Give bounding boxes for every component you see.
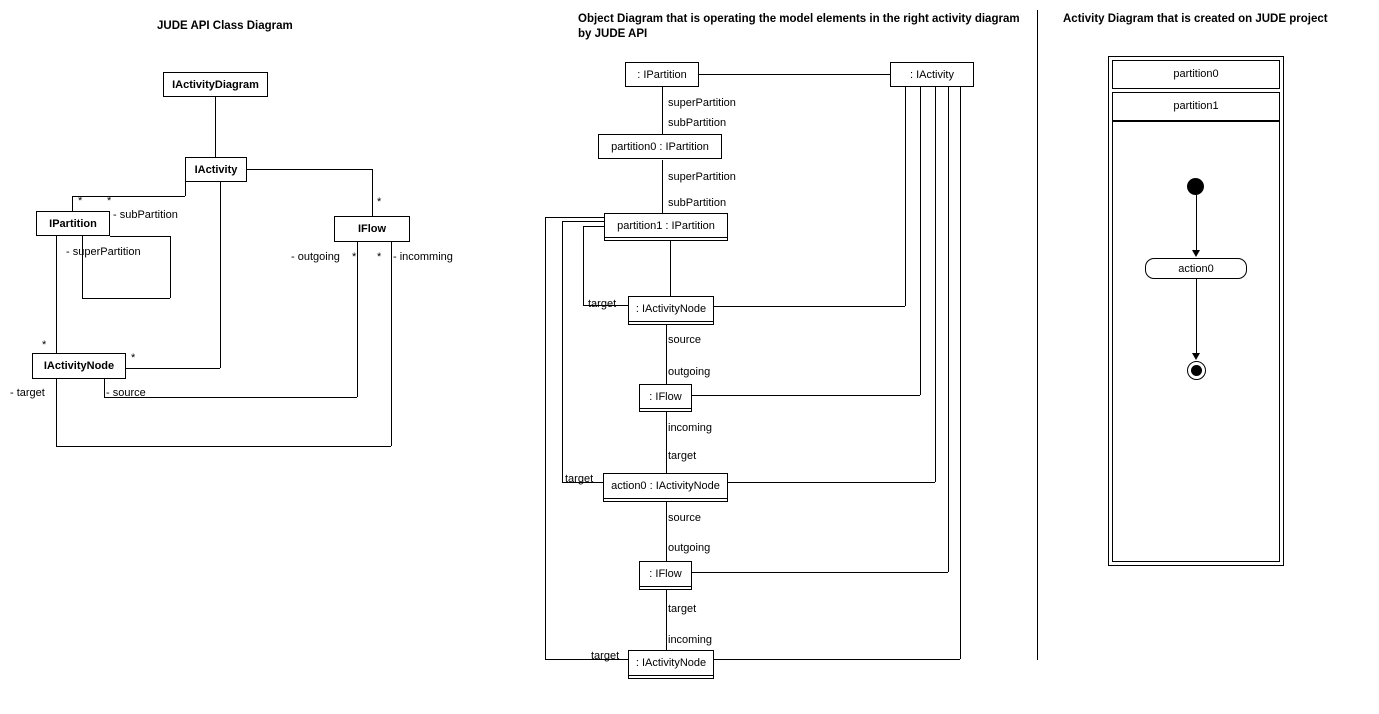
obj-link-p1-target2-v	[562, 221, 563, 482]
class-link-flow-source-stub	[104, 379, 105, 397]
obj-link-action0-flow2	[666, 499, 667, 561]
object-label-target-2: target	[668, 450, 697, 462]
activity-flow-initial-action	[1196, 195, 1197, 250]
obj-link-partition1-node1	[670, 238, 671, 297]
object-box-iflow-1: : IFlow	[639, 384, 692, 409]
class-link-activity-iflow-h	[247, 169, 372, 170]
class-link-activity-node-h	[126, 368, 220, 369]
class-box-iactivity: IActivity	[185, 157, 247, 182]
activity-partition1-label: partition1	[1173, 100, 1219, 112]
object-label-source-2: source	[668, 512, 702, 524]
class-selfassoc-v2	[170, 236, 171, 298]
class-label-source: - source	[106, 387, 146, 399]
object-label-outgoing-1: outgoing	[668, 366, 711, 378]
object-diagram-title: Object Diagram that is operating the model elements in the right activity diagram by JUDE API	[578, 13, 1020, 40]
activity-partition1-band	[1112, 92, 1280, 121]
obj-link-flow2-node2	[666, 587, 667, 650]
object-box-partition1: partition1 : IPartition	[604, 213, 728, 238]
obj-link-ipartition-partition0	[662, 87, 663, 134]
object-label-outgoing-2: outgoing	[668, 542, 711, 554]
object-box-iactivity: : IActivity	[890, 62, 974, 87]
object-label-source-1: source	[668, 334, 702, 346]
object-label-superpartition-2: superPartition	[668, 171, 736, 183]
object-label-target-5: target	[591, 650, 620, 662]
obj-link-activity-flow1-h	[690, 395, 920, 396]
obj-link-p1-target2-top	[562, 221, 608, 222]
activity-arrow-2	[1192, 353, 1200, 360]
obj-link-node1-flow1	[666, 322, 667, 384]
activity-arrow-1	[1192, 250, 1200, 257]
obj-link-activity-flow2-v	[948, 87, 949, 572]
activity-partition0-label: partition0	[1173, 68, 1219, 80]
object-box-action0: action0 : IActivityNode	[603, 473, 728, 499]
object-box-iactivitynode-1: : IActivityNode	[628, 296, 714, 322]
obj-link-flow1-action0	[666, 409, 667, 473]
class-link-flow-target-v	[391, 242, 392, 446]
obj-link-partition-activity	[698, 74, 890, 75]
class-link-partition-node	[56, 236, 57, 353]
object-label-incoming-2: incoming	[668, 634, 713, 646]
panel-divider	[1037, 10, 1038, 660]
activity-final-node-inner	[1191, 365, 1202, 376]
object-label-target-3: target	[565, 473, 594, 485]
class-box-iactivitydiagram: IActivityDiagram	[163, 72, 268, 97]
class-link-activity-node-v	[220, 182, 221, 368]
class-link-activity-down	[185, 182, 186, 196]
class-selfassoc-h1	[82, 298, 170, 299]
class-label-subpartition: - subPartition	[113, 209, 178, 221]
object-box-iflow-2: : IFlow	[639, 561, 692, 587]
class-box-iactivitynode: IActivityNode	[32, 353, 126, 379]
obj-link-activity-node2-v	[960, 87, 961, 659]
obj-link-activity-node1-v	[905, 87, 906, 306]
activity-diagram-title: Activity Diagram that is created on JUDE project	[1063, 13, 1328, 25]
activity-initial-node	[1187, 178, 1204, 195]
obj-link-p1-target1-v	[583, 226, 584, 305]
class-diagram-title: JUDE API Class Diagram	[157, 20, 293, 32]
class-mult-6: *	[42, 339, 47, 351]
class-label-target: - target	[10, 387, 45, 399]
class-selfassoc-h2	[110, 236, 170, 237]
class-mult-2: *	[107, 195, 112, 207]
object-label-subpartition-1: subPartition	[668, 117, 727, 129]
activity-action0-node: action0	[1145, 258, 1247, 279]
class-mult-5: *	[377, 251, 382, 263]
obj-link-activity-node1-h	[714, 306, 905, 307]
class-link-flow-target-h	[56, 446, 391, 447]
class-label-superpartition: - superPartition	[66, 246, 141, 258]
class-mult-7: *	[131, 352, 136, 364]
object-label-target-4: target	[668, 603, 697, 615]
obj-link-activity-flow1-v	[920, 87, 921, 395]
class-label-outgoing: - outgoing	[291, 251, 340, 263]
object-label-target-1: target	[588, 298, 617, 310]
obj-link-activity-flow2-h	[690, 572, 948, 573]
object-label-subpartition-2: subPartition	[668, 197, 727, 209]
obj-link-p1-target3-top	[545, 217, 608, 218]
object-box-iactivitynode-2: : IActivityNode	[628, 650, 714, 676]
class-mult-4: *	[352, 251, 357, 263]
object-label-incoming-1: incoming	[668, 422, 713, 434]
class-box-ipartition: IPartition	[36, 211, 110, 236]
object-box-ipartition: : IPartition	[625, 62, 699, 87]
class-mult-1: *	[78, 195, 83, 207]
obj-link-activity-action0-h	[727, 482, 935, 483]
class-link-flow-target-stub	[56, 379, 57, 446]
class-mult-3: *	[377, 196, 382, 208]
class-link-activity-partition-h	[72, 196, 185, 197]
class-link-diagram-activity	[215, 97, 216, 157]
object-box-partition0: partition0 : IPartition	[598, 134, 722, 159]
obj-link-p1-target3-v	[545, 217, 546, 659]
obj-link-activity-action0-v	[935, 87, 936, 482]
class-link-activity-partition-v	[72, 196, 73, 211]
activity-flow-action-final	[1196, 279, 1197, 356]
obj-link-partition0-partition1	[662, 160, 663, 214]
obj-link-activity-node2-h	[714, 659, 960, 660]
class-link-activity-iflow-v	[372, 169, 373, 216]
activity-partition0-band	[1112, 60, 1280, 89]
class-label-incomming: - incomming	[393, 251, 453, 263]
object-label-superpartition-1: superPartition	[668, 97, 736, 109]
class-box-iflow: IFlow	[334, 216, 410, 242]
class-link-flow-source-v	[357, 242, 358, 397]
